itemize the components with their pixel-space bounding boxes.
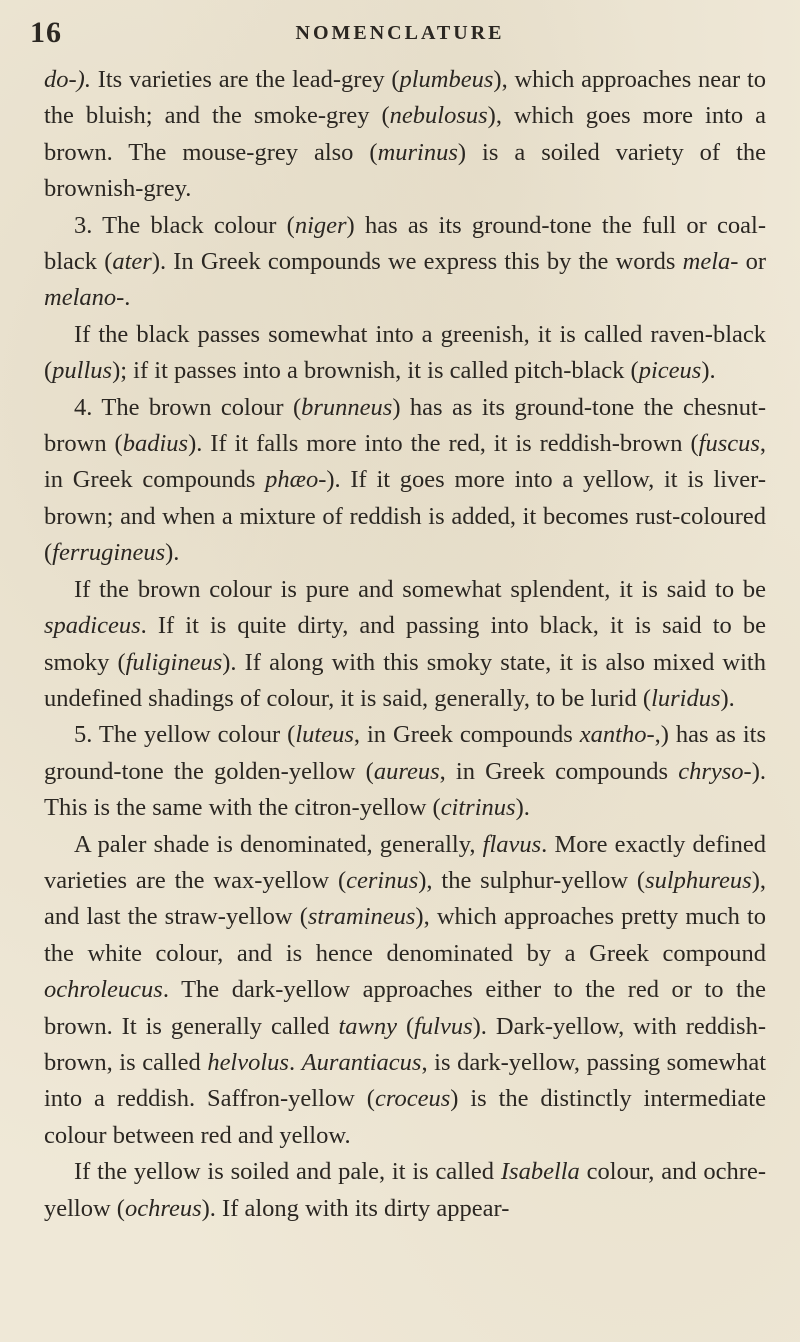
- italic-term: fulvus: [414, 1012, 473, 1040]
- italic-term: tawny: [338, 1012, 397, 1040]
- italic-term: chryso-: [678, 757, 752, 785]
- italic-term: nebulosus: [389, 102, 488, 130]
- italic-term: phæo-: [265, 466, 327, 494]
- paragraph: [44, 390, 766, 572]
- text-run: (: [396, 1012, 415, 1040]
- paragraph: [44, 317, 766, 390]
- text-run: ) has as its ground-tone the chesnut-brown (: [44, 393, 766, 458]
- italic-term: badius: [122, 430, 189, 458]
- text-run: ); if it passes into a brownish, it is called pitch-black (: [112, 357, 639, 385]
- text-run: ) has as its ground-tone the full or coal-black (: [44, 211, 766, 276]
- italic-term: piceus: [638, 357, 702, 385]
- italic-term: xantho-: [579, 721, 655, 749]
- text-run: .: [288, 1048, 302, 1076]
- text-run: Its varieties are the lead-grey (: [90, 66, 400, 93]
- italic-term: plumbeus: [399, 66, 494, 93]
- text-run: ). In Greek compounds we express this by the words: [151, 248, 683, 276]
- page-header: [0, 14, 800, 54]
- italic-term: croceus: [374, 1085, 451, 1113]
- text-run: 4. The brown colour (: [74, 393, 302, 421]
- paragraph: [44, 717, 766, 826]
- text-run: If the brown colour is pure and somewhat splendent, it is said to be: [74, 575, 766, 603]
- italic-term: ochreus: [124, 1194, 202, 1222]
- text-run: ). If along with its dirty appear-: [201, 1194, 510, 1222]
- italic-term: ferrugineus: [52, 539, 166, 567]
- text-run: colour, and ochre-yellow (: [44, 1158, 766, 1222]
- text-run: 5. The yellow colour (: [74, 721, 296, 749]
- text-run: ), which approaches pretty much to the white colour, and is hence denominated by a Greek compound: [44, 903, 766, 967]
- italic-term: spadiceus: [44, 612, 141, 640]
- text-run: ). If along with this smoky state, it is also mixed with undefined shadings of colour, it is said, generally, to be lurid (: [44, 648, 766, 712]
- paragraph: [44, 62, 766, 208]
- italic-term: pullus: [52, 357, 113, 385]
- text-run: 3. The black colour (: [74, 211, 295, 239]
- italic-term: fuligineus: [125, 648, 223, 676]
- text-run: ). This is the same with the citron-yellow (: [44, 757, 767, 822]
- italic-term: Aurantiacus: [301, 1048, 422, 1076]
- text-run: , in Greek compounds: [353, 721, 580, 749]
- text-run: ), which approaches near to the bluish; and the smoke-grey (: [44, 66, 766, 130]
- italic-term: brunneus: [301, 393, 393, 421]
- text-run: ), the sulphur-yellow (: [418, 866, 646, 894]
- text-run: ).: [515, 794, 530, 822]
- italic-term: do-).: [44, 66, 91, 93]
- italic-term: ochroleucus: [44, 976, 163, 1004]
- italic-term: stramineus: [307, 903, 416, 931]
- running-title: NOMENCLATURE: [295, 22, 505, 44]
- text-run: ).: [701, 357, 716, 385]
- italic-term: aureus: [373, 757, 440, 785]
- text-run: If the black passes somewhat into a greenish, it is called raven-black (: [44, 320, 766, 385]
- italic-term: niger: [294, 211, 347, 239]
- italic-term: luteus: [295, 721, 354, 749]
- italic-term: flavus: [482, 830, 542, 858]
- text-run: A paler shade is denominated, generally,: [74, 830, 483, 858]
- text-run: or: [738, 248, 766, 276]
- italic-term: citrinus: [440, 794, 516, 822]
- italic-term: murinus: [377, 138, 458, 166]
- text-run: ) is a soiled variety of the brownish-grey.: [44, 138, 766, 203]
- text-run: , in Greek compounds: [44, 430, 767, 494]
- text-run: ) is the distinctly intermediate colour between red and yellow.: [44, 1085, 766, 1149]
- text-run: ,) has as its ground-tone the golden-yellow (: [44, 721, 767, 785]
- italic-term: luridus: [651, 684, 721, 712]
- text-run: . The dark-yellow approaches either to the red or to the brown. It is generally called: [44, 976, 766, 1040]
- text-run: , is dark-yellow, passing somewhat into a reddish. Saffron-yellow (: [44, 1048, 767, 1113]
- text-run: If the yellow is soiled and pale, it is called: [74, 1158, 501, 1186]
- italic-term: melano-: [44, 284, 125, 312]
- text-run: .: [124, 284, 131, 312]
- italic-term: sulphureus: [645, 866, 752, 894]
- italic-term: helvolus: [207, 1048, 289, 1076]
- italic-term: fuscus: [698, 430, 760, 458]
- body-text: [44, 62, 766, 1227]
- page-number: 16: [30, 16, 62, 49]
- text-run: ). If it falls more into the red, it is reddish-brown (: [188, 430, 699, 458]
- italic-term: mela-: [682, 248, 739, 276]
- italic-term: cerinus: [346, 866, 419, 894]
- italic-term: ater: [112, 248, 152, 276]
- text-run: ). Dark-yellow, with reddish-brown, is called: [44, 1012, 766, 1076]
- text-run: ), which goes more into a brown. The mouse-grey also (: [44, 102, 766, 166]
- text-run: ).: [165, 539, 180, 567]
- text-run: , in Greek compounds: [439, 757, 679, 785]
- italic-term: Isabella: [500, 1158, 580, 1186]
- paragraph: [44, 572, 766, 718]
- text-run: ). If it goes more into a yellow, it is liver-brown; and when a mixture of reddish is added, it becomes rust-coloured (: [44, 466, 766, 567]
- text-run: . More exactly defined varieties are the wax-yellow (: [44, 830, 766, 894]
- paragraph: [44, 1154, 766, 1227]
- paragraph: [44, 827, 766, 1155]
- paragraph: [44, 208, 766, 317]
- text-run: ), and last the straw-yellow (: [44, 866, 766, 931]
- text-run: ).: [720, 684, 735, 712]
- text-run: . If it is quite dirty, and passing into black, it is said to be smoky (: [44, 612, 766, 676]
